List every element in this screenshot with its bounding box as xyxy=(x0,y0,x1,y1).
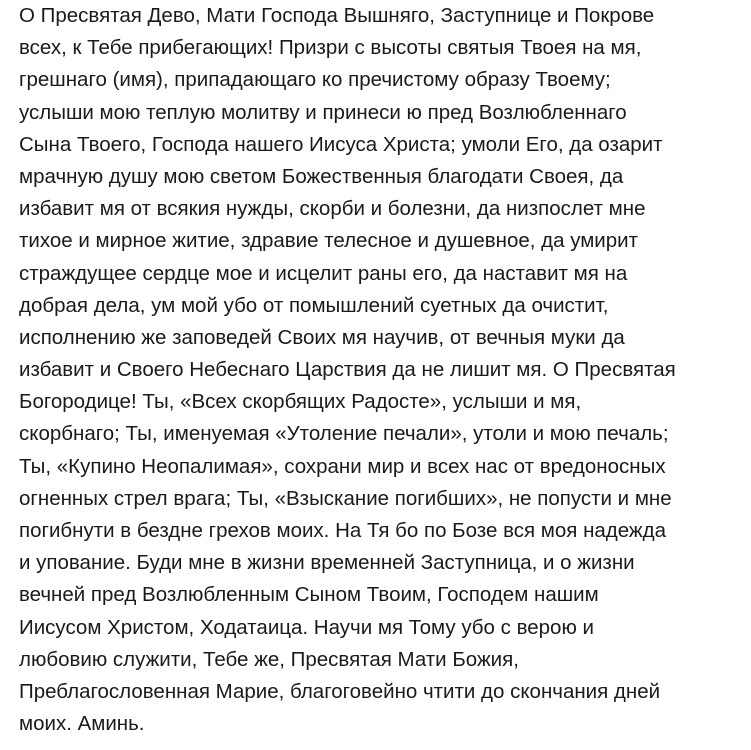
text-line-18: и упование. Буди мне в жизни временней Заступница, и о жизни xyxy=(19,551,635,575)
text-line-5: Сына Твоего, Господа нашего Иисуса Христа; умоли Его, да озарит xyxy=(19,132,663,156)
text-line-7: избавит мя от всякия нужды, скорби и болезни, да низпослет мне xyxy=(19,197,646,221)
text-line-19: вечней пред Возлюбленным Сыном Твоим, Господем нашим xyxy=(19,583,599,607)
text-line-2: всех, к Тебе прибегающих! Призри с высоты святыя Твоея на мя, xyxy=(19,36,642,60)
text-line-14: скорбнаго; Ты, именуемая «Утоление печали», утоли и мою печаль; xyxy=(19,422,669,446)
text-line-20: Иисусом Христом, Ходатаица. Научи мя Тому убо с верою и xyxy=(19,615,594,639)
text-line-16: огненных стрел врага; Ты, «Взыскание погибших», не попусти и мне xyxy=(19,486,672,510)
text-line-4: услыши мою теплую молитву и принеси ю пред Возлюбленнаго xyxy=(19,100,627,124)
text-line-10: добрая дела, ум мой убо от помышлений суетных да очистит, xyxy=(19,293,609,317)
text-line-3: грешнаго (имя), припадающаго ко пречистому образу Твоему; xyxy=(19,68,611,92)
text-line-6: мрачную душу мою светом Божественныя благодати Своея, да xyxy=(19,164,624,188)
text-line-22: Преблагословенная Марие, благоговейно чтити до скончания дней xyxy=(19,679,661,703)
prayer-text xyxy=(19,0,744,740)
text-line-23: моих. Аминь. xyxy=(19,712,145,736)
text-line-11: исполнению же заповедей Своих мя научив, от вечныя муки да xyxy=(19,325,625,349)
text-line-15: Ты, «Купино Неопалимая», сохрани мир и всех нас от вредоносных xyxy=(19,454,666,478)
text-line-17: погибнути в бездне грехов моих. На Тя бо по Бозе вся моя надежда xyxy=(19,519,667,542)
text-line-9: страждущее сердце мое и исцелит раны его, да наставит мя на xyxy=(19,261,628,285)
text-line-8: тихое и мирное житие, здравие телесное и душевное, да умирит xyxy=(19,229,639,253)
text-line-12: избавит и Своего Небеснаго Царствия да не лишит мя. О Пресвятая xyxy=(19,358,676,382)
text-line-21: любовию служити, Тебе же, Пресвятая Мати Божия, xyxy=(19,647,519,671)
text-line-1: О Пресвятая Дево, Мати Господа Вышняго, Заступнице и Покрове xyxy=(19,4,655,27)
text-line-13: Богородице! Ты, «Всех скорбящих Радосте», услыши и мя, xyxy=(19,390,582,414)
